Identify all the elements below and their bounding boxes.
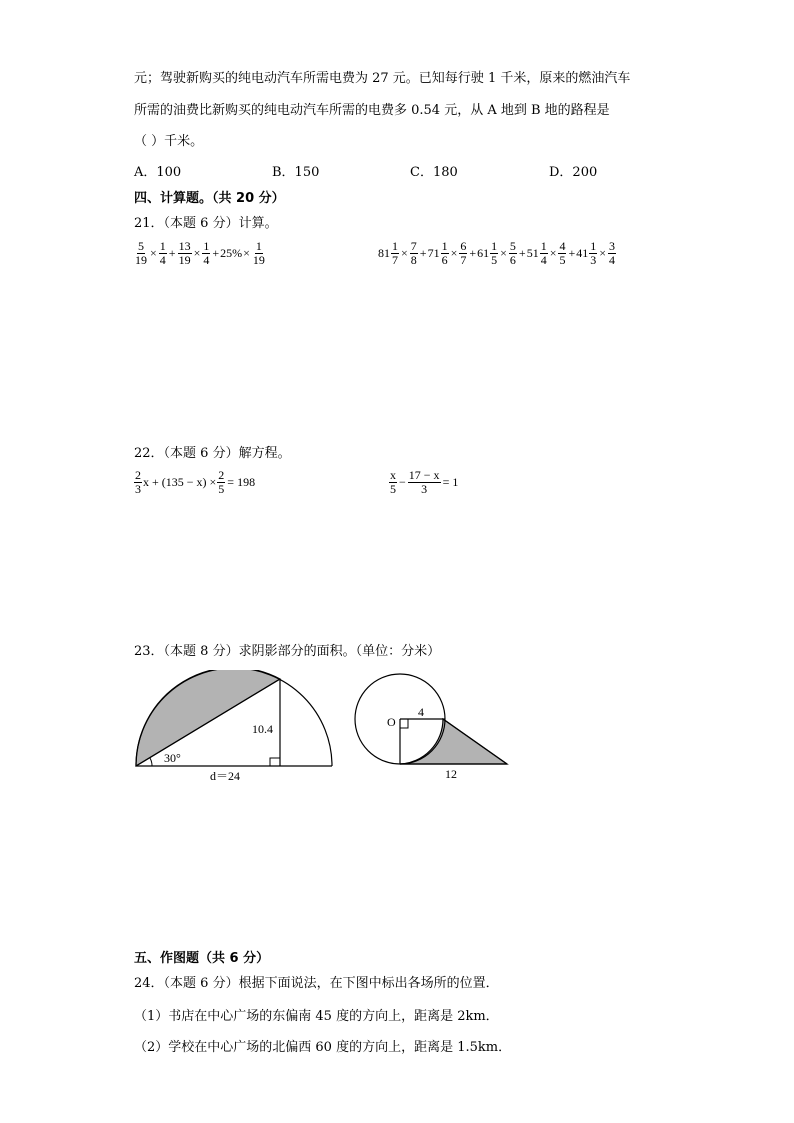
option-a: A．100 bbox=[134, 165, 182, 180]
frac-den: 19 bbox=[135, 252, 147, 267]
frac-num: 5 bbox=[138, 239, 144, 253]
q24-title: 24．（本题 6 分）根据下面说法，在下图中标出各场所的位置． bbox=[134, 976, 499, 991]
option-c: C．180 bbox=[410, 165, 458, 180]
base-label: 12 bbox=[445, 767, 457, 781]
center-label: O bbox=[387, 715, 396, 729]
diameter-label: d＝24 bbox=[210, 769, 241, 783]
q22-title: 22．（本题 6 分）解方程。 bbox=[134, 446, 291, 461]
option-d: D．200 bbox=[549, 165, 598, 180]
percent-value: 25% bbox=[220, 245, 243, 260]
frac-den: 4 bbox=[203, 252, 210, 267]
radius-label: 4 bbox=[418, 705, 424, 719]
right-angle-mark bbox=[400, 719, 408, 728]
q21-title: 21．（本题 6 分）计算。 bbox=[134, 216, 278, 231]
frac-num: 13 bbox=[178, 239, 191, 253]
frac-num: 1 bbox=[159, 239, 166, 253]
frac-num: 1 bbox=[255, 239, 262, 253]
whole-part: 61 bbox=[477, 245, 490, 260]
whole-part: 51 bbox=[526, 245, 539, 260]
intro-line-1: 元；驾驶新购买的纯电动汽车所需电费为 27 元。已知每行驶 1 千米，原来的燃油汽车 bbox=[134, 71, 631, 86]
frac-num: 1 bbox=[203, 239, 210, 253]
circle-figure bbox=[352, 670, 514, 785]
q21-expression-1: $\frac{5}{19}$ × $\frac{1}{4}$ + $\frac{13}{19}$ × $\frac{1}{4}$ + 25% × $\frac{1}{19}$ bbox=[135, 239, 265, 267]
q24-item-1: （1）书店在中心广场的东偏南 45 度的方向上，距离是 2km． bbox=[134, 1009, 499, 1024]
q22-equation-2: $\frac{x}{5}$ − $\frac{17 - x}{3}$ = 1 bbox=[390, 468, 459, 496]
semicircle-figure bbox=[130, 670, 340, 785]
intro-line-2: 所需的油费比新购买的纯电动汽车所需的电费多 0.54 元，从 A 地到 B 地的路程是 bbox=[134, 103, 610, 118]
whole-part: 81 bbox=[378, 245, 390, 260]
whole-part: 71 bbox=[427, 245, 440, 260]
q24-item-2: （2）学校在中心广场的北偏西 60 度的方向上，距离是 1.5km． bbox=[134, 1040, 512, 1055]
section-5-heading: 五、作图题（共 6 分） bbox=[134, 951, 270, 966]
frac-den: 19 bbox=[178, 252, 191, 267]
right-angle-mark bbox=[270, 758, 280, 766]
whole-part: 41 bbox=[576, 245, 589, 260]
frac-den: 4 bbox=[159, 252, 166, 267]
q21-expression-2: 81 $\frac{1}{7}$ × $\frac{7}{8}$ + 71 $\frac{1}{6}$ × $\frac{6}{7}$ + 61 $\frac{1}{5}$ × $\frac{5}{6}$ + 51 $\frac{1}{4}$ × $\frac{4}{5}$ + 41 $\frac{1}{3}$ × $\frac{3}{4}$ bbox=[378, 239, 616, 267]
equation-middle: x + (135 − x) × bbox=[143, 474, 217, 489]
section-4-heading: 四、计算题。（共 20 分） bbox=[134, 191, 285, 206]
q23-title: 23．（本题 8 分）求阴影部分的面积。（单位：分米） bbox=[134, 644, 441, 659]
frac-den: 19 bbox=[252, 252, 265, 267]
q22-equation-1: $\frac{2}{3}$ x + (135 − x) × $\frac{2}{5}$ = 198 bbox=[135, 468, 256, 496]
option-b: B．150 bbox=[272, 165, 320, 180]
intro-line-3: （ ）千米。 bbox=[134, 134, 204, 149]
equation-rhs: = 198 bbox=[227, 474, 256, 489]
angle-label: 30° bbox=[164, 751, 181, 765]
shaded-segment bbox=[136, 670, 280, 766]
angle-arc bbox=[150, 758, 152, 766]
height-label: 10.4 bbox=[252, 722, 273, 736]
equation-rhs: = 1 bbox=[442, 474, 459, 489]
